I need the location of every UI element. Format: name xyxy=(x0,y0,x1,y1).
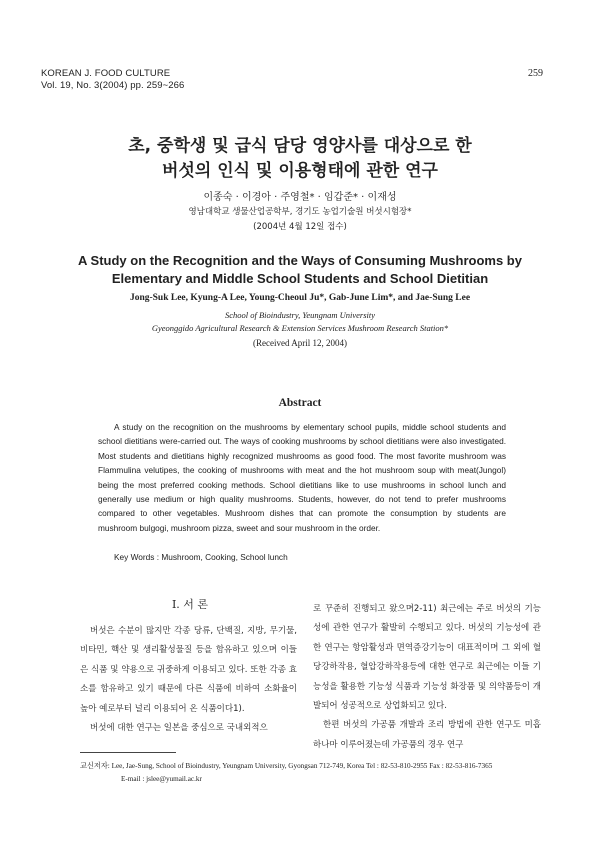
body-paragraph: 로 꾸준히 진행되고 왔으며2-11) 최근에는 주로 버섯의 기능성에 관한 연구가 활발히 수행되고 있다. 버섯의 기능성에 관한 연구는 항암활성과 면역증강기능이 대표적이며 그 외에 혈당강하작용, 혈압강하작용등에 대한 연구로 최근에는 이들 기능성을 활용한 기능성 식품과 기능성 화장품 및 의약품등이 개발되어 성공적으로 상업화되고 있다. xyxy=(313,604,541,712)
footnote-email: E-mail : jslee@yumail.ac.kr xyxy=(121,775,202,783)
english-title-line1: A Study on the Recognition and the Ways of Consuming Mushrooms by xyxy=(78,253,522,268)
korean-title xyxy=(0,134,600,184)
footnote-divider xyxy=(80,752,176,753)
english-affiliation-1: School of Bioindustry, Yeungnam University xyxy=(224,310,376,320)
english-title-line2: Elementary and Middle School Students and School Dietitian xyxy=(111,271,489,286)
korean-title-line1: 초, 중학생 및 급식 담당 영양사를 대상으로 한 xyxy=(128,136,472,156)
section-heading-introduction: I. 서 론 xyxy=(171,598,209,611)
journal-name: KOREAN J. FOOD CULTURE xyxy=(41,68,171,79)
footnote-correspondence: 교신저자: Lee, Jae-Sung, School of Bioindustry, Yeungnam University, Gyongsan 712-749, Korea Tel : 82-53-810-2955 Fax : 82-53-816-7365 xyxy=(80,762,493,770)
korean-affiliation: 영남대학교 생물산업공학부, 경기도 농업기술원 버섯시험장* xyxy=(188,207,412,217)
journal-volume: Vol. 19, No. 3(2004) pp. 259~266 xyxy=(41,80,185,91)
page-number: 259 xyxy=(528,68,543,79)
journal-header xyxy=(41,68,184,92)
english-title xyxy=(0,252,600,288)
body-column-left xyxy=(80,622,297,738)
english-received-date: (Received April 12, 2004) xyxy=(253,338,347,348)
body-paragraph: 버섯에 대한 연구는 일본을 중심으로 국내외적으 xyxy=(90,723,268,734)
korean-authors: 이종숙 · 이경아 · 주영철* · 임갑준* · 이재성 xyxy=(203,192,397,203)
abstract-heading: Abstract xyxy=(278,397,322,409)
korean-received-date: (2004년 4월 12일 접수) xyxy=(253,222,347,232)
abstract-body xyxy=(98,420,506,535)
english-affiliation xyxy=(0,309,600,335)
english-authors: Jong-Suk Lee, Kyung-A Lee, Young-Cheoul Ju*, Gab-June Lim*, and Jae-Sung Lee xyxy=(129,293,471,303)
body-column-right xyxy=(313,600,541,755)
body-paragraph: 버섯은 수분이 많지만 각종 당류, 단백질, 지방, 무기물, 비타민, 핵산 및 생리활성물질 등을 함유하고 있으며 이들은 식품 및 약용으로 귀중하게 이용되고 있다. 또한 각종 효소를 함유하고 있기 때문에 다른 식품에 비하여 소화율이 높아 예로부터 널리 이용되어 온 식품이다1). xyxy=(80,626,297,714)
korean-title-line2: 버섯의 인식 및 이용형태에 관한 연구 xyxy=(162,161,438,181)
footnote xyxy=(80,760,492,786)
keywords: Key Words : Mushroom, Cooking, School lunch xyxy=(114,552,288,562)
body-paragraph: 한편 버섯의 가공품 개발과 조리 방법에 관한 연구도 미흡하나마 이루어졌는데 가공품의 경우 연구 xyxy=(313,720,541,750)
english-affiliation-2: Gyeonggido Agricultural Research & Extension Services Mushroom Research Station* xyxy=(151,323,449,333)
abstract-text: A study on the recognition on the mushrooms by elementary school pupils, middle school students and school dietitians were-carried out. The ways of cooking mushrooms by school dietitians were also investigated. Most students and dietitians highly recognized mushrooms as good food. The most favorite mushroom was Flammulina velutipes, the cooking of mushrooms with meat and the hot mushroom soup with meat(Jungol) being the most preferred cooking methods. School dietitians like to use mushrooms in school lunch and generally use medium or high quality mushrooms. Students, however, do not tend to prefer mushrooms compared to other vegetables. Mushroom dishes that can promote the consumption by students are mushroom bulgogi, mushroom pizza, sweet and sour mushroom in the order. xyxy=(98,422,506,533)
